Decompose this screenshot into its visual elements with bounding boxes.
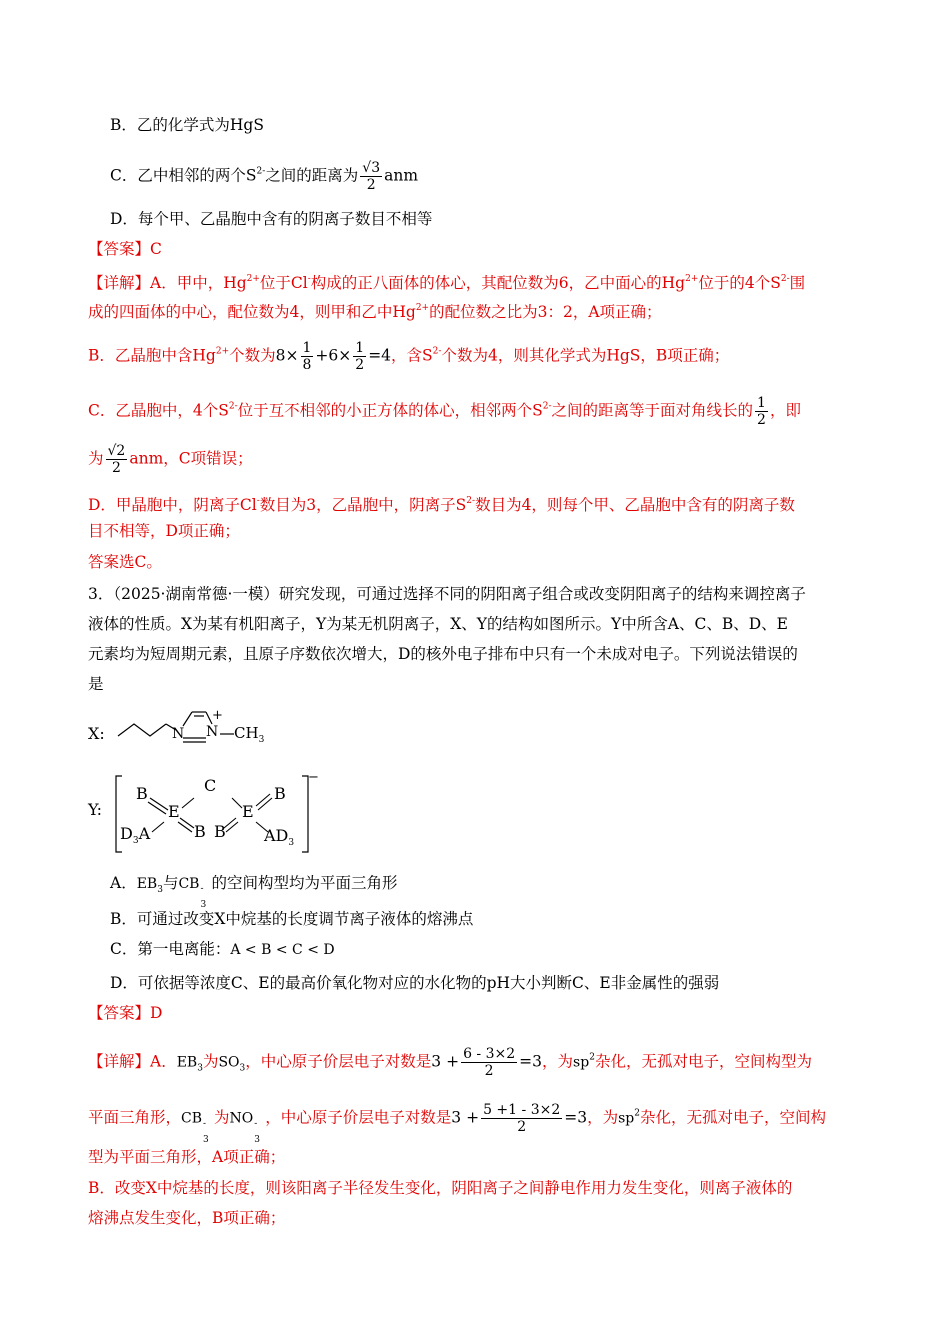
- fraction: [461, 1046, 517, 1079]
- superscript: 2-: [542, 401, 552, 412]
- atom-e: E: [168, 802, 180, 821]
- fraction: [360, 160, 382, 193]
- formula: CB: [181, 1110, 203, 1127]
- formula: sp: [618, 1110, 635, 1127]
- text: 为: [88, 449, 104, 468]
- math-expr: +6×: [315, 346, 352, 365]
- text: 位于Cl: [259, 274, 308, 292]
- fraction: [481, 1102, 562, 1135]
- option-c-q3: [110, 938, 335, 961]
- subscript: 3: [200, 900, 207, 910]
- math-expr: 3 +: [431, 1052, 460, 1071]
- superscript: 2-: [780, 274, 790, 284]
- option-b-q2: B．乙的化学式为HgS: [110, 116, 264, 134]
- fraction: [755, 395, 768, 428]
- option-b-q3: B．可通过改变X中烷基的长度调节离子液体的熔沸点: [110, 910, 474, 928]
- text: ，为: [542, 1052, 574, 1071]
- text: ，即: [769, 401, 801, 420]
- atom-b: B: [194, 822, 206, 841]
- detail-q3-line2: [88, 1102, 827, 1145]
- question3-line3: 元素均为短周期元素，且原子序数依次增大，D的核外电子排布中只有一个未成对电子。下列说法错误的: [88, 645, 798, 663]
- superscript: -: [203, 1118, 207, 1129]
- detail-q2-line1: [88, 268, 805, 294]
- math-expr: 8×: [275, 346, 299, 365]
- detail-q3-line4: B．改变X中烷基的长度，则该阳离子半径发生变化，阴阳离子之间静电作用力发生变化，则离子液体的: [88, 1179, 793, 1197]
- question3-line4: 是: [88, 675, 104, 693]
- atom-b: B: [136, 784, 148, 803]
- positive-charge: +: [212, 708, 223, 723]
- denominator: 2: [355, 357, 365, 373]
- superscript: 2-: [228, 401, 238, 412]
- detail-q3-line3: 型为平面三角形，A项正确；: [88, 1148, 286, 1166]
- superscript: 2+: [246, 274, 260, 284]
- atom-b: B: [214, 822, 226, 841]
- text: C．乙晶胞中，4个S: [88, 401, 229, 420]
- text: 位于的4个S: [698, 274, 781, 292]
- question3-line1: 3．（2025·湖南常德·一模）研究发现，可通过选择不同的阴阳离子组合或改变阴阳离子的结构来调控离子: [88, 585, 806, 603]
- structure-x-label: X:: [88, 724, 105, 743]
- text: 为: [214, 1108, 230, 1127]
- text: 之间的距离等于面对角线长的: [551, 401, 754, 420]
- text: 【详解】A．甲中，Hg: [88, 274, 247, 292]
- text: 成的四面体的中心，配位数为4，则甲和乙中Hg: [88, 303, 416, 321]
- structure-x: [88, 700, 288, 760]
- text: ，中心原子价层电子对数是: [265, 1108, 452, 1127]
- option-c-text: C．乙中相邻的两个S: [110, 166, 257, 185]
- text: 个数为4，则其化学式为HgS，B项正确；: [441, 346, 730, 365]
- text: 与: [162, 874, 179, 892]
- superscript: -: [256, 496, 260, 506]
- text: 杂化，无孤对电子，空间构型为: [594, 1052, 812, 1071]
- denominator: 2: [517, 1119, 527, 1135]
- denominator: 2: [484, 1063, 494, 1079]
- detail-q2-line3: [88, 340, 729, 373]
- formula: SO: [218, 1054, 240, 1071]
- denominator: 2: [757, 412, 766, 428]
- text: 位于互不相邻的小正方体的体心，相邻两个S: [237, 401, 543, 420]
- numerator: 1: [302, 340, 312, 356]
- text: 数目为3，乙晶胞中，阴离子S: [259, 496, 467, 514]
- atom-d: D: [120, 824, 133, 843]
- detail-q3-line1: [88, 1046, 812, 1080]
- text: 构成的正八面体的体心，其配位数为6，乙中面心的Hg: [310, 274, 686, 292]
- math-expr: =3: [564, 1108, 588, 1127]
- superscript: -: [307, 274, 311, 284]
- subscript: 3: [132, 836, 139, 846]
- methyl-group: CH: [234, 724, 259, 742]
- text: 个数为: [229, 346, 276, 365]
- formula: EB: [136, 876, 158, 892]
- fraction: [106, 443, 128, 476]
- atom-b: B: [274, 784, 286, 803]
- text: B．乙晶胞中含Hg: [88, 346, 216, 365]
- superscript: 2+: [215, 346, 230, 357]
- detail-q2-line7: 目不相等，D项正确；: [88, 522, 240, 540]
- option-d-q3: D．可依据等浓度C、E的最高价氧化物对应的水化物的pH大小判断C、E非金属性的强弱: [110, 974, 720, 992]
- subscript: 3: [258, 735, 265, 745]
- fraction: [301, 340, 314, 373]
- structure-y-label: Y:: [88, 800, 102, 819]
- math-expr: =4: [368, 346, 392, 365]
- subscript: 3: [203, 1134, 209, 1145]
- text: 为: [202, 1052, 219, 1071]
- atom-e: E: [242, 802, 254, 821]
- numerator: 1: [355, 340, 365, 356]
- atom-c: C: [204, 776, 217, 795]
- atom-n2: N: [206, 724, 219, 740]
- answer-q2: 【答案】C: [88, 240, 162, 258]
- numerator: √3: [362, 160, 381, 176]
- formula: CB: [178, 876, 200, 892]
- math-expr: 3 +: [451, 1108, 480, 1127]
- option-a-q3: [110, 872, 398, 910]
- subscript: 3: [288, 838, 295, 848]
- text: D．甲晶胞中，阴离子Cl: [88, 496, 257, 514]
- numerator: √2: [107, 443, 126, 459]
- numerator: 1: [757, 395, 766, 411]
- superscript: 2-: [256, 166, 266, 177]
- atom-a: A: [138, 824, 151, 843]
- subscript: 3: [157, 885, 163, 895]
- numerator: 6 - 3×2: [463, 1046, 516, 1062]
- formula: EB: [176, 1054, 198, 1071]
- option-c-text: 之间的距离为: [265, 166, 359, 185]
- text: 数目为4，则每个甲、乙晶胞中含有的阴离子数: [475, 496, 795, 514]
- detail-q2-line8: 答案选C。: [88, 553, 162, 571]
- denominator: 2: [366, 177, 376, 193]
- option-d-q2: D．每个甲、乙晶胞中含有的阴离子数目不相等: [110, 210, 433, 228]
- question3-line2: 液体的性质。X为某有机阳离子，Y为某无机阴离子，X、Y的结构如图所示。Y中所含A、C、B、D、E: [88, 615, 788, 633]
- text: ，含S: [391, 346, 433, 365]
- negative-charge: −: [308, 770, 319, 785]
- superscript: 2-: [466, 496, 476, 506]
- text: 平面三角形，: [88, 1108, 182, 1127]
- superscript: -: [200, 884, 204, 894]
- atom-n1: N: [172, 726, 185, 742]
- option-c-text: anm: [384, 166, 419, 185]
- text: 的配位数之比为3：2，A项正确；: [429, 303, 662, 321]
- fraction: [353, 340, 366, 373]
- text: ，为: [587, 1108, 619, 1127]
- denominator: 2: [111, 460, 121, 476]
- subscript: 3: [239, 1063, 246, 1074]
- text: 杂化，无孤对电子，空间构: [640, 1108, 827, 1127]
- text: C．第一电离能：: [110, 940, 231, 958]
- detail-q2-line2: [88, 297, 662, 323]
- detail-q2-line4: [88, 395, 801, 428]
- structure-y: [88, 770, 328, 860]
- text: 围: [789, 274, 806, 292]
- math-expr: A < B < C < D: [230, 942, 335, 958]
- subscript: 3: [197, 1063, 203, 1074]
- text: anm，C项错误；: [129, 449, 253, 468]
- math-expr: =3: [519, 1052, 543, 1071]
- superscript: -: [254, 1118, 258, 1129]
- text: A．: [110, 874, 137, 892]
- superscript: 2+: [685, 274, 699, 284]
- text: ，中心原子价层电子对数是: [245, 1052, 432, 1071]
- detail-q3-line5: 熔沸点发生变化，B项正确；: [88, 1209, 286, 1227]
- detail-q2-line6: [88, 490, 795, 516]
- detail-q2-line5: [88, 443, 253, 476]
- text: 的空间构型均为平面三角形: [211, 874, 398, 892]
- atom-ad: AD: [264, 826, 289, 845]
- numerator: 5 +1 - 3×2: [483, 1102, 561, 1118]
- subscript: 3: [254, 1134, 260, 1145]
- superscript: 2: [589, 1052, 595, 1063]
- superscript: 2-: [432, 346, 442, 357]
- denominator: 8: [302, 357, 312, 373]
- formula: sp: [573, 1054, 590, 1071]
- answer-q3: 【答案】D: [88, 1004, 163, 1022]
- option-c-q2: [110, 160, 418, 193]
- superscript: 2+: [415, 303, 430, 313]
- formula: NO: [229, 1110, 254, 1127]
- text: 【详解】A．: [88, 1052, 177, 1071]
- superscript: 2: [634, 1108, 640, 1119]
